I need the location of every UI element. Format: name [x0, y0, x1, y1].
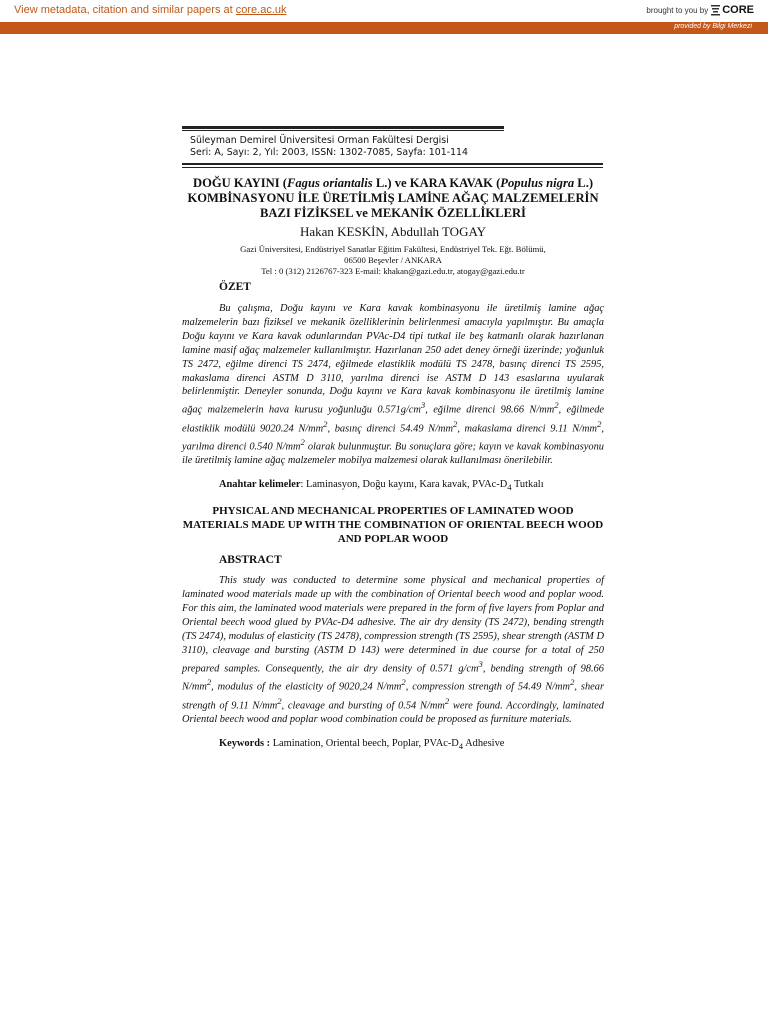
keywords-label: Keywords : — [219, 737, 271, 749]
authors: Hakan KESKİN, Abdullah TOGAY — [299, 224, 487, 239]
ozet-segment: Bu çalışma, Doğu kayını ve Kara kavak kombinasyonu ile üretilmiş lamine ağaç malzemelerin bazı fiziksel ve mekanik özelliklerinin belirlenmesi amacıyla yapılmıştır. Bu amaçla Doğu kayını ve Kara kavak odunlarından PVAc-D4 tipi tutkal ile beş katmanlı olarak hazırlanan lamine masif ağaç malzemeler kullanılmıştır. Hazırlanan 250 adet deney örneği üzerinde; yoğunluk TS 2472, eğilme direnci TS 2474, eğilmede elastiklik modülü TS 2478, basınç direnci TS 2595, makaslama direnci ASTM D 3110, yarılma direnci ise ASTM D 143 esaslarına uyularak belirlenmiştir. Deneyler sonunda, Doğu kayını ve Kara kavak kombinasyonu ile üretilmiş lamine ağaç malzemelerin hava kurusu yoğunluğu 0.571g/cm — [182, 303, 604, 416]
superscript: 2 — [453, 418, 458, 429]
header-bottom-rule — [182, 163, 603, 168]
title-tr-part: DOĞU KAYINI ( — [192, 176, 287, 190]
title-tr-part: L.) KOMBİNASYONU İLE ÜRETİLMİŞ LAMİNE AĞAÇ MALZEMELERİN BAZI FİZİKSEL ve MEKANİK ÖZELLİKLERİ — [187, 176, 599, 220]
title-tr-species-1: Fagus oriantalis — [286, 176, 373, 190]
superscript: 2 — [206, 677, 212, 688]
title-turkish — [182, 176, 604, 221]
superscript: 3 — [478, 658, 483, 669]
provided-by-text: provided by Bilgi Merkezi — [674, 23, 752, 30]
superscript: 2 — [570, 677, 575, 688]
ozet-segment: , eğilmede elastiklik modülü 9020.24 N/mm — [182, 404, 605, 435]
subscript: 4 — [507, 482, 512, 493]
core-logo-text: CORE — [722, 4, 754, 16]
affiliation-address: 06500 Beşevler / ANKARA — [344, 255, 442, 265]
abstract-segment: , cleavage and bursting of 0.54 N/mm — [281, 700, 445, 712]
title-tr-part: L.) ve KARA KAVAK ( — [372, 176, 501, 190]
abstract-segment: , modulus of the elasticity of 9020,24 N/mm — [211, 681, 402, 693]
ozet-segment: , eğilme direnci 98.66 N/mm — [425, 404, 555, 416]
header-rule — [182, 126, 504, 129]
core-banner-text: View metadata, citation and similar papers at — [14, 4, 236, 16]
paper-content — [182, 176, 604, 753]
keywords-list: : Laminasyon, Doğu kayını, Kara kavak, PVAc-D — [300, 479, 508, 491]
subscript: 4 — [458, 741, 464, 751]
ozet-segment: , basınç direnci 54.49 N/mm — [327, 423, 453, 435]
abstract-segment: , compression strength of 54.49 N/mm — [405, 681, 571, 693]
contact-info: Tel : 0 (312) 2126767-323 E-mail: khakan@gazi.edu.tr, atogay@gazi.edu.tr — [261, 266, 525, 276]
core-metadata-text — [14, 4, 287, 16]
keywords-label: Anahtar kelimeler — [219, 479, 301, 491]
bottom-rule-thick — [182, 163, 603, 165]
affiliation-line: Gazi Üniversitesi, Endüstriyel Sanatlar Eğitim Fakültesi, Endüstriyel Tek. Eğt. Bölümü, — [240, 244, 546, 254]
superscript: 2 — [554, 400, 559, 411]
journal-header — [182, 126, 504, 164]
keywords-english — [182, 737, 604, 753]
superscript: 2 — [401, 677, 406, 688]
superscript: 2 — [277, 695, 282, 706]
ozet-heading: ÖZET — [219, 281, 251, 293]
keywords-tail: Tutkalı — [511, 479, 544, 491]
journal-name: Süleyman Demirel Üniversitesi Orman Fakültesi Dergisi — [190, 135, 449, 146]
affiliation — [182, 244, 604, 277]
core-brand[interactable] — [646, 4, 754, 16]
superscript: 2 — [300, 437, 305, 448]
ozet-text — [182, 302, 604, 468]
title-english: PHYSICAL AND MECHANICAL PROPERTIES OF LAMINATED WOOD MATERIALS MADE UP WITH THE COMBINATION OF ORIENTAL BEECH WOOD AND POPLAR WOOD — [182, 505, 604, 546]
abstract-segment: , shear strength of 9.11 N/mm — [182, 681, 605, 712]
core-logo-icon — [711, 4, 720, 16]
brought-by-text: brought to you by — [646, 5, 709, 15]
ozet-segment: olarak bulunmuştur. Bu sonuçlara göre; kayın ve kavak kombinasyonu ile üretilmiş lamine ağaç malzemeler mobilya malzemesi olarak kullanılması önerilebilir. — [182, 441, 604, 467]
superscript: 2 — [597, 418, 602, 429]
ozet-segment: , makaslama direnci 9.11 N/mm — [457, 423, 598, 435]
core-link[interactable]: core.ac.uk — [235, 4, 287, 16]
journal-series: Seri: A, Sayı: 2, Yıl: 2003, ISSN: 1302-7085, Sayfa: 101-114 — [190, 147, 468, 158]
core-logo — [711, 4, 754, 16]
abstract-segment: , bending strength of 98.66 N/mm — [182, 663, 604, 693]
abstract-segment: This study was conducted to determine some physical and mechanical properties of laminated wood materials made up with the combination of Oriental beech wood and poplar wood. For this aim, the laminated wood materials were prepared in the form of five layers from Poplar and Oriental beech wood glued by PVAc-D4 adhesive. The air dry density (TS 2472), bending strength (TS 2474), modulus of elasticity (TS 2478), compression strength (TS 2595), shear strength (ASTM D 3110), cleavage and bursting (ASTM D 143) were determined in due course for a total of 250 prepared samples. Consequently, the air dry density of 0.571 g/cm — [182, 575, 604, 675]
abstract-text — [182, 574, 604, 726]
superscript: 2 — [323, 418, 328, 429]
bottom-rule-thin — [182, 167, 603, 168]
keywords-turkish — [182, 478, 604, 494]
core-banner — [0, 0, 768, 23]
ozet-segment: , yarılma direnci 0.540 N/mm — [182, 423, 604, 453]
keywords-list: Lamination, Oriental beech, Poplar, PVAc-D — [270, 737, 459, 749]
journal-info — [182, 131, 504, 164]
core-provider-bar — [0, 22, 768, 34]
abstract-segment: were found. Accordingly, laminated Oriental beech wood and poplar wood combination could be proposed as furniture materials. — [182, 700, 604, 726]
title-tr-species-2: Populus nigra — [500, 176, 575, 190]
superscript: 2 — [444, 695, 450, 706]
superscript: 3 — [420, 400, 426, 411]
keywords-tail: Adhesive — [463, 737, 505, 749]
abstract-heading: ABSTRACT — [219, 554, 282, 567]
